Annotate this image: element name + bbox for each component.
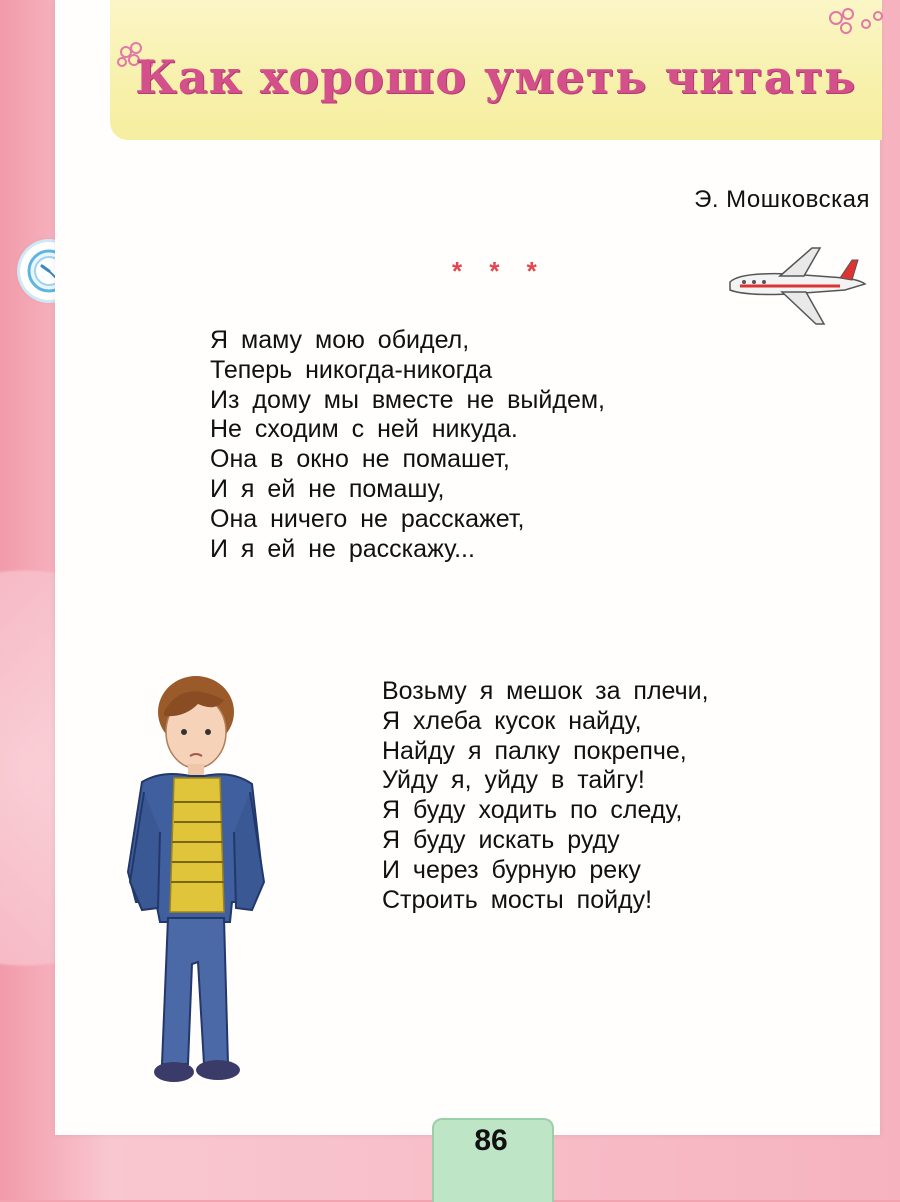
poem-line: Из дому мы вместе не выйдем,: [210, 385, 605, 414]
poem-stanza-2: [382, 677, 709, 915]
poem-line: И я ей не расскажу...: [210, 534, 475, 563]
poem-line: Не сходим с ней никуда.: [210, 415, 518, 444]
airplane-illustration: [720, 242, 870, 337]
poem-line: Она ничего не расскажет,: [210, 504, 525, 533]
poem-line: Я маму мою обидел,: [210, 326, 470, 354]
poem-line: Уйду я, уйду в тайгу!: [382, 766, 645, 795]
page-title: Как хорошо уметь читать: [135, 50, 857, 104]
poem-separator: * * *: [452, 256, 547, 286]
poem-line: И я ей не помашу,: [210, 474, 445, 503]
page-number: 86: [474, 1124, 508, 1157]
boy-illustration: [112, 672, 272, 1097]
poem-line: Найду я палку покрепче,: [382, 736, 687, 765]
poem-line: Я буду ходить по следу,: [382, 796, 683, 825]
poem-line: Она в окно не помашет,: [210, 445, 510, 474]
poem-line: И через бурную реку: [382, 855, 641, 884]
flower-ornament-right: [820, 4, 890, 44]
poem-stanza-1: [210, 326, 605, 564]
poem-line: Я буду искать руду: [382, 825, 620, 854]
poem-author: Э. Мошковская: [694, 186, 870, 213]
poem-line: Я хлеба кусок найду,: [382, 706, 642, 735]
poem-line: Строить мосты пойду!: [382, 885, 653, 914]
poem-line: Возьму я мешок за плечи,: [382, 677, 709, 705]
poem-line: Теперь никогда-никогда: [210, 355, 493, 384]
